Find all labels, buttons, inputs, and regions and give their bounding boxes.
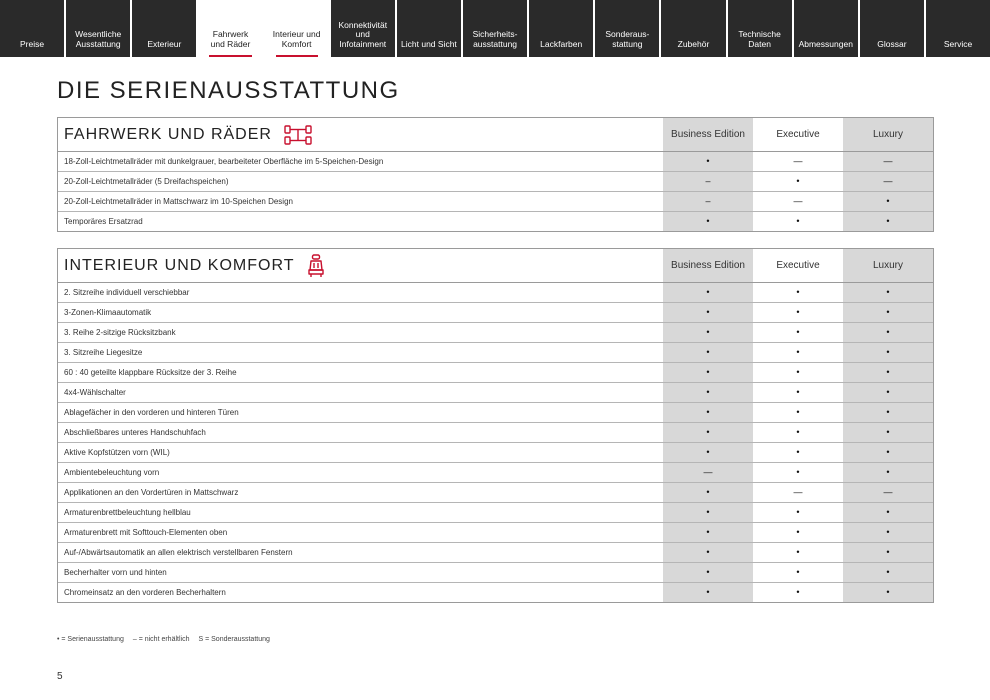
availability-executive: • <box>753 563 843 582</box>
legend-optional: S = Sonderausstattung <box>198 636 270 643</box>
feature-label: 3-Zonen-Klimaautomatik <box>64 308 152 317</box>
availability-business-edition: • <box>663 212 753 231</box>
availability-business-edition: • <box>663 283 753 302</box>
availability-luxury: • <box>843 543 933 562</box>
table-row <box>58 583 933 602</box>
column-header-business-edition: Business Edition <box>663 249 753 282</box>
nav-tab-konnektivitaet[interactable]: Konnektivität und Infotainment <box>331 0 395 57</box>
feature-label: Ambientebeleuchtung vorn <box>64 468 160 477</box>
seat-icon <box>306 254 326 278</box>
availability-business-edition: • <box>663 443 753 462</box>
section-title: INTERIEUR UND KOMFORT <box>64 256 295 274</box>
nav-tab-licht-und-sicht[interactable]: Licht und Sicht <box>397 0 461 57</box>
availability-executive: — <box>753 192 843 211</box>
column-header-business-edition: Business Edition <box>663 118 753 151</box>
availability-business-edition: • <box>663 523 753 542</box>
nav-tab-zubehoer[interactable]: Zubehör <box>661 0 725 57</box>
feature-label: Aktive Kopfstützen vorn (WIL) <box>64 448 170 457</box>
availability-executive: • <box>753 543 843 562</box>
availability-executive: • <box>753 403 843 422</box>
feature-label: 4x4-Wählschalter <box>64 388 126 397</box>
table-row <box>58 192 933 212</box>
availability-executive: • <box>753 503 843 522</box>
section-title: FAHRWERK UND RÄDER <box>64 125 272 143</box>
availability-business-edition: • <box>663 152 753 171</box>
table-row <box>58 323 933 343</box>
feature-label: Armaturenbrettbeleuchtung hellblau <box>64 508 191 517</box>
feature-label: Chromeinsatz an den vorderen Becherhaltern <box>64 588 226 597</box>
table-row <box>58 483 933 503</box>
availability-executive: — <box>753 483 843 502</box>
availability-luxury: — <box>843 172 933 191</box>
table-row <box>58 343 933 363</box>
feature-label: 18-Zoll-Leichtmetallräder mit dunkelgrauer, bearbeiteter Oberfläche im 5-Speichen-Design <box>64 157 384 166</box>
nav-tab-lackfarben[interactable]: Lackfarben <box>529 0 593 57</box>
table-row <box>58 383 933 403</box>
page-number: 5 <box>57 671 63 682</box>
table-row <box>58 543 933 563</box>
feature-label: Armaturenbrett mit Softtouch-Elementen oben <box>64 528 228 537</box>
nav-tab-wesentliche-ausstattung[interactable]: Wesentliche Ausstattung <box>66 0 130 57</box>
availability-business-edition: • <box>663 563 753 582</box>
availability-executive: • <box>753 172 843 191</box>
feature-label: Ablagefächer in den vorderen und hinteren Türen <box>64 408 239 417</box>
feature-label: 2. Sitzreihe individuell verschiebbar <box>64 288 190 297</box>
section-header <box>58 249 933 283</box>
table-row <box>58 523 933 543</box>
availability-luxury: • <box>843 212 933 231</box>
availability-business-edition: • <box>663 343 753 362</box>
availability-executive: • <box>753 212 843 231</box>
feature-label: 3. Sitzreihe Liegesitze <box>64 348 143 357</box>
section-rows <box>58 283 933 602</box>
availability-executive: • <box>753 383 843 402</box>
availability-business-edition: • <box>663 503 753 522</box>
availability-executive: • <box>753 323 843 342</box>
availability-business-edition: — <box>663 463 753 482</box>
table-row <box>58 423 933 443</box>
availability-executive: • <box>753 463 843 482</box>
availability-luxury: • <box>843 303 933 322</box>
nav-tab-technische-daten[interactable]: Technische Daten <box>728 0 792 57</box>
column-header-luxury: Luxury <box>843 118 933 151</box>
availability-luxury: • <box>843 503 933 522</box>
legend <box>57 636 270 643</box>
nav-tab-fahrwerk-und-raeder[interactable]: Fahrwerk und Räder <box>198 0 262 57</box>
feature-label: Becherhalter vorn und hinten <box>64 568 167 577</box>
availability-business-edition: • <box>663 483 753 502</box>
table-row <box>58 172 933 192</box>
section-interieur-und-komfort <box>57 248 934 603</box>
availability-executive: • <box>753 423 843 442</box>
availability-executive: • <box>753 443 843 462</box>
feature-label: Auf-/Abwärtsautomatik an allen elektrisch verstellbaren Fenstern <box>64 548 293 557</box>
availability-luxury: • <box>843 463 933 482</box>
availability-executive: • <box>753 283 843 302</box>
feature-label: 3. Reihe 2-sitzige Rücksitzbank <box>64 328 176 337</box>
availability-business-edition: • <box>663 543 753 562</box>
nav-tab-service[interactable]: Service <box>926 0 990 57</box>
table-row <box>58 303 933 323</box>
availability-business-edition: • <box>663 303 753 322</box>
feature-label: Abschließbares unteres Handschuhfach <box>64 428 206 437</box>
availability-executive: • <box>753 363 843 382</box>
table-row <box>58 503 933 523</box>
feature-label: Temporäres Ersatzrad <box>64 217 143 226</box>
availability-luxury: • <box>843 192 933 211</box>
table-row <box>58 463 933 483</box>
feature-label: 60 : 40 geteilte klappbare Rücksitze der 3. Reihe <box>64 368 237 377</box>
availability-luxury: • <box>843 523 933 542</box>
nav-tab-interieur-und-komfort[interactable]: Interieur und Komfort <box>265 0 329 57</box>
availability-business-edition: • <box>663 363 753 382</box>
section-title-cell <box>58 118 663 151</box>
feature-label: 20-Zoll-Leichtmetallräder in Mattschwarz im 10-Speichen Design <box>64 197 293 206</box>
table-row <box>58 283 933 303</box>
feature-label: 20-Zoll-Leichtmetallräder (5 Dreifachspeichen) <box>64 177 229 186</box>
availability-executive: • <box>753 343 843 362</box>
availability-luxury: • <box>843 383 933 402</box>
nav-tab-sonderausstattung[interactable]: Sonderaus- stattung <box>595 0 659 57</box>
availability-business-edition: – <box>663 192 753 211</box>
availability-executive: — <box>753 152 843 171</box>
availability-luxury: • <box>843 563 933 582</box>
availability-business-edition: • <box>663 583 753 602</box>
availability-executive: • <box>753 583 843 602</box>
availability-luxury: • <box>843 323 933 342</box>
availability-luxury: • <box>843 343 933 362</box>
availability-business-edition: • <box>663 403 753 422</box>
legend-not-available: – = nicht erhältlich <box>132 636 190 643</box>
table-row <box>58 443 933 463</box>
nav-tab-abmessungen[interactable]: Abmessungen <box>794 0 858 57</box>
page-title: DIE SERIENAUSSTATTUNG <box>57 77 400 104</box>
availability-luxury: • <box>843 363 933 382</box>
section-fahrwerk-und-raeder <box>57 117 934 232</box>
nav-tab-glossar[interactable]: Glossar <box>860 0 924 57</box>
availability-luxury: • <box>843 283 933 302</box>
availability-business-edition: • <box>663 383 753 402</box>
availability-business-edition: • <box>663 423 753 442</box>
nav-tab-sicherheitsausstattung[interactable]: Sicherheits- ausstattung <box>463 0 527 57</box>
chassis-icon <box>284 125 312 145</box>
availability-luxury: — <box>843 483 933 502</box>
section-title-cell <box>58 249 663 282</box>
section-header <box>58 118 933 152</box>
table-row <box>58 152 933 172</box>
availability-luxury: — <box>843 152 933 171</box>
legend-standard: • = Serienausstattung <box>57 636 124 643</box>
table-row <box>58 563 933 583</box>
availability-executive: • <box>753 523 843 542</box>
top-navigation <box>0 0 990 57</box>
nav-tab-exterieur[interactable]: Exterieur <box>132 0 196 57</box>
availability-business-edition: • <box>663 323 753 342</box>
column-header-executive: Executive <box>753 249 843 282</box>
availability-executive: • <box>753 303 843 322</box>
availability-luxury: • <box>843 583 933 602</box>
column-header-executive: Executive <box>753 118 843 151</box>
feature-label: Applikationen an den Vordertüren in Mattschwarz <box>64 488 239 497</box>
table-row <box>58 212 933 231</box>
column-header-luxury: Luxury <box>843 249 933 282</box>
section-rows <box>58 152 933 231</box>
availability-business-edition: – <box>663 172 753 191</box>
availability-luxury: • <box>843 423 933 442</box>
availability-luxury: • <box>843 403 933 422</box>
nav-tab-preise[interactable]: Preise <box>0 0 64 57</box>
availability-luxury: • <box>843 443 933 462</box>
table-row <box>58 363 933 383</box>
table-row <box>58 403 933 423</box>
